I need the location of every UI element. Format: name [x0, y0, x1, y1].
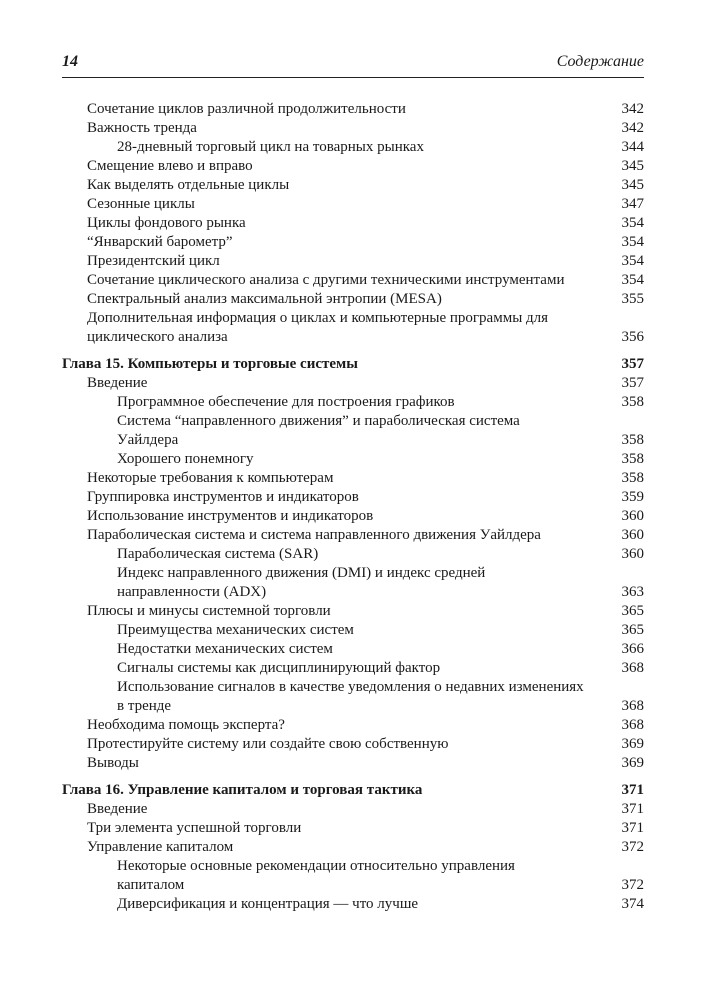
toc-entry-page: 358	[621, 394, 644, 410]
toc-entry-page: 344	[621, 139, 644, 155]
toc-entry	[62, 716, 644, 735]
toc-entry-page: 371	[621, 820, 644, 836]
toc-entry-title: Циклы фондового рынка	[87, 215, 246, 231]
toc-entry-page: 354	[621, 215, 644, 231]
toc-chapter	[62, 781, 644, 800]
toc-entry	[62, 838, 644, 857]
toc-entry-title: Некоторые основные рекомендации относительно управления капиталом	[117, 858, 515, 893]
toc-entry	[62, 252, 644, 271]
toc-entry-title: Использование сигналов в качестве уведомления о недавних изменениях в тренде	[117, 679, 584, 714]
toc-entry	[62, 393, 644, 412]
toc-entry-title: Сочетание циклов различной продолжительности	[87, 101, 406, 117]
toc-entry-title: Спектральный анализ максимальной энтропии (MESA)	[87, 291, 442, 307]
toc-entry-page: 354	[621, 253, 644, 269]
toc-entry-title: Глава 16. Управление капиталом и торговая тактика	[62, 782, 423, 798]
toc-entry-title: Группировка инструментов и индикаторов	[87, 489, 359, 505]
toc-entry	[62, 895, 644, 914]
toc-entry	[62, 678, 644, 716]
toc-entry	[62, 119, 644, 138]
toc-entry-title: Некоторые требования к компьютерам	[87, 470, 334, 486]
toc-entry-title: Система “направленного движения” и параболическая система Уайлдера	[117, 413, 520, 448]
toc-entry-title: Сигналы системы как дисциплинирующий фактор	[117, 660, 441, 676]
toc-entry	[62, 735, 644, 754]
toc-entry	[62, 233, 644, 252]
toc-entry-title: Необходима помощь эксперта?	[87, 717, 285, 733]
toc-entry-title: Важность тренда	[87, 120, 197, 136]
toc-entry	[62, 450, 644, 469]
toc-entry-title: 28-дневный торговый цикл на товарных рынках	[117, 139, 424, 155]
toc-entry-title: Преимущества механических систем	[117, 622, 354, 638]
toc-chapter	[62, 355, 644, 374]
toc-entry-page: 358	[621, 451, 644, 467]
toc-entry-title: Использование инструментов и индикаторов	[87, 508, 374, 524]
toc-entry-page: 363	[621, 584, 644, 600]
toc-entry-title: Управление капиталом	[87, 839, 234, 855]
toc-entry-title: Сочетание циклического анализа с другими техническими инструментами	[87, 272, 565, 288]
toc-entry-title: Глава 15. Компьютеры и торговые системы	[62, 356, 358, 372]
toc-entry-title: Параболическая система (SAR)	[117, 546, 319, 562]
toc-entry	[62, 176, 644, 195]
toc-entry-title: Смещение влево и вправо	[87, 158, 253, 174]
toc-entry-title: Программное обеспечение для построения графиков	[117, 394, 455, 410]
toc-entry	[62, 545, 644, 564]
toc-entry	[62, 564, 644, 602]
toc-entry-page: 359	[621, 489, 644, 505]
toc-entry-page: 366	[621, 641, 644, 657]
toc-entry-page: 345	[621, 177, 644, 193]
toc-entry-page: 365	[621, 622, 644, 638]
toc-entry-title: Три элемента успешной торговли	[87, 820, 302, 836]
toc-entry-page: 372	[621, 839, 644, 855]
toc-entry	[62, 754, 644, 773]
toc-entry	[62, 138, 644, 157]
toc-entry-page: 347	[621, 196, 644, 212]
toc-entry-page: 360	[621, 546, 644, 562]
page-number: 14	[62, 53, 78, 70]
toc-entry	[62, 214, 644, 233]
toc-entry-page: 374	[621, 896, 644, 912]
toc-entry-title: Сезонные циклы	[87, 196, 195, 212]
toc-entry-page: 360	[621, 527, 644, 543]
toc-entry-page: 354	[621, 272, 644, 288]
toc-entry	[62, 800, 644, 819]
toc-entry-page: 354	[621, 234, 644, 250]
toc-entry-title: “Январский барометр”	[87, 234, 233, 250]
toc-entry-title: Введение	[87, 375, 148, 391]
toc-entry	[62, 309, 644, 347]
toc-entry	[62, 507, 644, 526]
toc-entry-title: Индекс направленного движения (DMI) и индекс средней направленности (ADX)	[117, 565, 486, 600]
toc-entry-page: 369	[621, 755, 644, 771]
toc-entry	[62, 819, 644, 838]
toc-entry	[62, 290, 644, 309]
toc-entry-page: 368	[621, 717, 644, 733]
toc-entry	[62, 640, 644, 659]
toc-entry-page: 345	[621, 158, 644, 174]
toc-entry-page: 371	[621, 782, 644, 798]
toc-entry-page: 342	[621, 101, 644, 117]
toc-entry-title: Введение	[87, 801, 148, 817]
toc-entry	[62, 469, 644, 488]
toc-entry	[62, 621, 644, 640]
toc-entry-page: 368	[621, 698, 644, 714]
toc-entry	[62, 488, 644, 507]
toc-entry-page: 365	[621, 603, 644, 619]
table-of-contents	[62, 100, 644, 914]
toc-entry	[62, 374, 644, 393]
toc-entry	[62, 526, 644, 545]
toc-entry-page: 342	[621, 120, 644, 136]
toc-entry-page: 357	[621, 356, 644, 372]
toc-entry	[62, 100, 644, 119]
toc-entry-page: 358	[621, 432, 644, 448]
toc-entry-title: Параболическая система и система направленного движения Уайлдера	[87, 527, 541, 543]
toc-entry-page: 357	[621, 375, 644, 391]
toc-entry	[62, 157, 644, 176]
toc-entry	[62, 271, 644, 290]
toc-entry-page: 355	[621, 291, 644, 307]
running-header	[62, 51, 644, 78]
toc-entry-title: Хорошего понемногу	[117, 451, 254, 467]
toc-entry-title: Протестируйте систему или создайте свою собственную	[87, 736, 449, 752]
toc-entry-page: 369	[621, 736, 644, 752]
toc-entry-page: 372	[621, 877, 644, 893]
toc-entry	[62, 857, 644, 895]
toc-entry-page: 371	[621, 801, 644, 817]
toc-entry	[62, 412, 644, 450]
toc-entry-page: 358	[621, 470, 644, 486]
toc-entry	[62, 659, 644, 678]
toc-entry-title: Плюсы и минусы системной торговли	[87, 603, 331, 619]
toc-entry	[62, 195, 644, 214]
toc-entry	[62, 602, 644, 621]
toc-entry-title: Как выделять отдельные циклы	[87, 177, 290, 193]
toc-entry-title: Президентский цикл	[87, 253, 220, 269]
toc-entry-page: 356	[621, 329, 644, 345]
toc-entry-page: 360	[621, 508, 644, 524]
toc-entry-title: Диверсификация и концентрация — что лучше	[117, 896, 419, 912]
toc-entry-title: Дополнительная информация о циклах и компьютерные программы для циклического анализа	[87, 310, 549, 345]
toc-entry-page: 368	[621, 660, 644, 676]
section-title: Содержание	[556, 53, 644, 70]
toc-entry-title: Недостатки механических систем	[117, 641, 333, 657]
toc-entry-title: Выводы	[87, 755, 139, 771]
